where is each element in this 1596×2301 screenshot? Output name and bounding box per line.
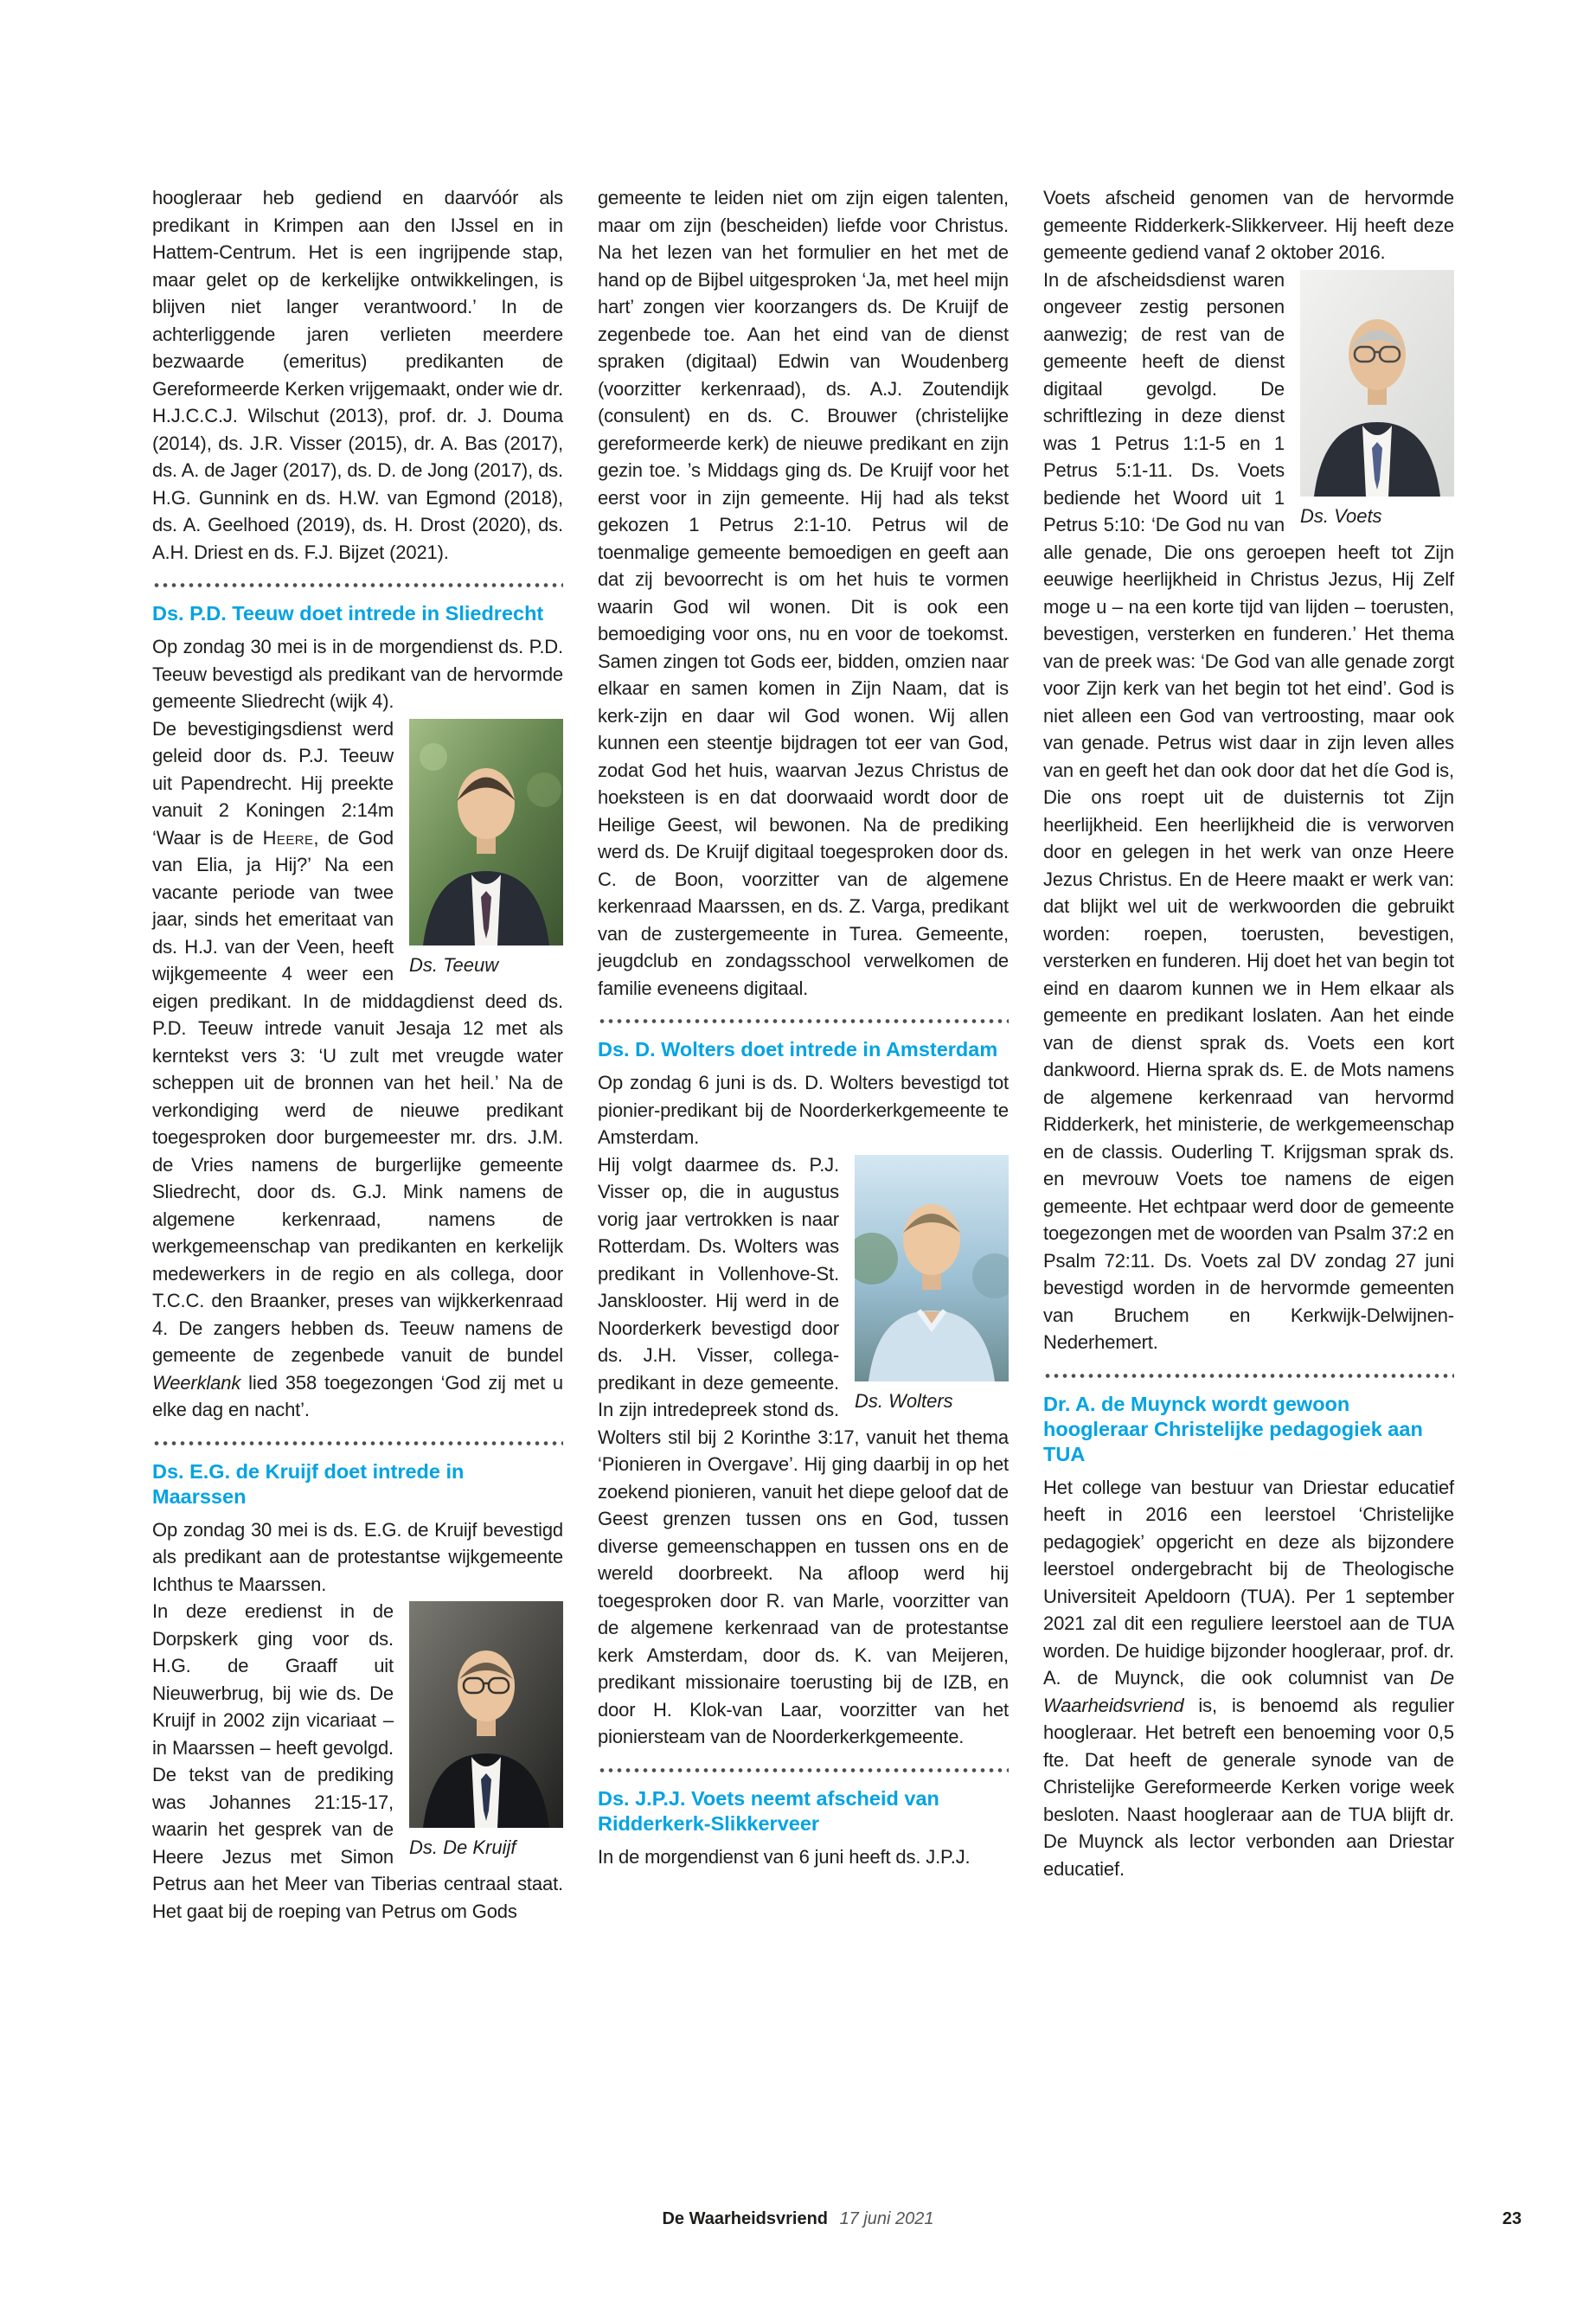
article-wolters: [598, 1037, 1009, 1751]
column-left: [152, 184, 563, 1925]
photo-caption-de-kruijf: Ds. De Kruijf: [409, 1836, 516, 1858]
de-kruijf-body-paragraph-col2: gemeente te leiden niet om zijn eigen talenten, maar om zijn (bescheiden) liefde voor Christus. Na het lezen van het formulier en het met de hand op de Bijbel uitgesproken ‘Ja, met heel mijn hart’ zongen vier koorzangers ds. De Kruijf de zegenbede toe. Aan het eind van de dienst spraken (digitaal) Edwin van Woudenberg (voorzitter kerkenraad), ds. A.J. Zoutendijk (consulent) en ds. C. Brouwer (christelijke gereformeerde kerk) de nieuwe predikant en zijn gezin toe. ’s Middags ging ds. De Kruijf voor het eerst voor in zijn gemeente. Hij had als tekst gekozen 1 Petrus 2:1-10. Petrus wil de toenmalige gemeente bemoedigen en geeft aan dat zij bevoorrecht is om het huis te vormen waarin God wil wonen. Dit is ook een bemoediging voor ons, nu en voor de toekomst. Samen zingen tot Gods eer, bidden, omzien naar elkaar en samen komen in Zijn Naam, dat is kerk-zijn en daar wil God wonen. Wij allen kunnen een steentje bijdragen tot eer van God, zodat God het huis, waarvan Jezus Christus de hoeksteen is en dat doorwaaid wordt door de Heilige Geest, wil bewonen. Na de prediking werd ds. De Kruijf digitaal toegesproken door ds. C. de Boon, voorzitter van de algemene kerkenraad Maarssen, en ds. Z. Varga, predikant van de zustergemeente in Turea. Gemeente, jeugdclub en zondagsschool verwelkomen de familie eveneens digitaal.: [598, 187, 1009, 999]
page-content: [152, 184, 1456, 1925]
wolters-body-paragraph: Hij volgt daarmee ds. P.J. Visser op, die in augustus vorig jaar vertrokken is naar Rotterdam. Ds. Wolters was predikant in Vollenhove-St. Jansklooster. Hij werd in de Noorderkerk bevestigd door ds. J.H. Visser, collega-predikant in deze gemeente. In zijn intredepreek stond ds. Wolters stil bij 2 Korinthe 3:17, vanuit het thema ‘Pionieren in Overgave’. Hij ging daarbij in op het zoekend pionieren, vanuit het diepe geloof dat de Geest grenzen tussen ons en God, tussen diverse gemeenschappen en tussen ons en de wereld doorbreekt. Na afloop werd hij toegesproken door R. van Marle, voorzitter van de algemene kerkenraad van de protestantse kerk Amsterdam, door ds. K. van Meijeren, predikant missionaire toerusting bij de IZB, en door H. Klok-van Laar, voorzitter van het pioniersteam van de Noorderkerkgemeente.: [598, 1153, 1009, 1747]
voets-intro-paragraph-col2: In de morgendienst van 6 juni heeft ds. J.P.J.: [598, 1845, 971, 1868]
de-kruijf-body-paragraph-col1: In deze eredienst in de Dorpskerk ging voor ds. H.G. de Graaff uit Nieuwerbrug, bij wie ds. De Kruijf in 2002 zijn vicariaat – in Maarssen – heeft gevolgd. De tekst van de prediking was Johannes 21:15-17, waarin het gesprek van de Heere Jezus met Simon Petrus aan het Meer van Tiberias centraal staat. Het gaat bij de roeping van Petrus om Gods: [152, 1600, 563, 1922]
column-middle: [598, 184, 1009, 1925]
continuation-paragraph: hoogleraar heb gediend en daarvóór als predikant in Krimpen aan den IJssel en in Hattem-Centrum. Het is een ingrijpende stap, maar gelet op de kerkelijke ontwikkelingen, is blijven niet langer verantwoord.’ In de achterliggende jaren verlieten meerdere bezwaarde (emeritus) predikanten de Gereformeerde Kerken vrijgemaakt, onder wie dr. H.J.C.C.J. Wilschut (2013), prof. dr. J. Douma (2014), ds. J.R. Visser (2015), dr. A. Bas (2017), ds. A. de Jager (2017), ds. D. de Jong (2017), ds. H.G. Gunnink en ds. H.W. van Egmond (2018), ds. A. Geelhoed (2019), ds. H. Drost (2020), ds. A.H. Driest en ds. F.J. Bijzet (2021).: [152, 187, 563, 563]
wolters-intro-paragraph: Op zondag 6 juni is ds. D. Wolters bevestigd tot pionier-predikant bij de Noorderkerkgemeente te Amsterdam.: [598, 1072, 1009, 1148]
voets-body-paragraph: In de afscheidsdienst waren ongeveer zestig personen aanwezig; de rest van de gemeente heeft de dienst digitaal gevolgd. De schriftlezing in deze dienst was 1 Petrus 1:1-5 en 1 Petrus 5:1-11. Ds. Voets bediende het Woord uit 1 Petrus 5:10: ‘De God nu van alle genade, Die ons geroepen heeft tot Zijn eeuwige heerlijkheid in Christus Jezus, Hij Zelf moge u – na een korte tijd van lijden – toerusten, bevestigen, versterken en funderen.’ Het thema van de preek was: ‘De God van alle genade zorgt voor Zijn kerk van het begin tot het eind’. God is niet alleen een God van vertroosting, maar ook van genade. Petrus wist daar in zijn leven alles van en geeft het dan ook door dat het díe God is, Die ons roept uit de duisternis tot Zijn heerlijkheid. Een heerlijkheid die is verworven door en gelegen in het werk van onze Heere Jezus Christus. En de Heere maakt er werk van: dat blijkt wel uit de werkwoorden die gebruikt worden: roepen, toerusten, bevestigen, versterken en funderen. Hij doet het van begin tot eind en daarom kunnen we in Hem elkaar als gemeente en predikant loslaten. Aan het einde van de dienst sprak ds. Voets een kort dankwoord. Hierna sprak ds. E. de Mots namens de algemene kerkenraad van hervormd Ridderkerk, het ministerie, de werkgemeenschap en de classis. Ouderling T. Krijgsman sprak ds. en mevrouw Voets toe namens de eigen gemeente. Het echtpaar werd door de gemeente toegezongen met de woorden van Psalm 37:2 en Psalm 72:11. Ds. Voets zal DV zondag 27 juni bevestigd worden in de hervormde gemeenten van Bruchem en Kerkwijk-Delwijnen-Nederhemert.: [1043, 268, 1454, 1353]
magazine-name: De Waarheidsvriend: [662, 2209, 828, 2228]
article-muynck: [1043, 1392, 1454, 1883]
dotted-divider: [598, 1019, 1009, 1023]
article-teeuw: [152, 601, 563, 1424]
article-voets-continued: [1043, 184, 1454, 1356]
footer-masthead: [152, 2208, 1444, 2230]
dotted-divider: [152, 583, 563, 587]
de-kruijf-intro-paragraph: Op zondag 30 mei is ds. E.G. de Kruijf bevestigd als predikant aan de protestantse wijkgemeente Ichthus te Maarssen.: [152, 1518, 563, 1595]
article-heading-voets: Ds. J.P.J. Voets neemt afscheid van Ridderkerk-Slikkerveer: [598, 1786, 939, 1835]
muynck-body-paragraph: Het college van bestuur van Driestar educatief heeft in 2016 een leerstoel ‘Christelijke pedagogiek’ opgericht en deze als bijzondere leerstoel ondergebracht bij de Theologische Universiteit Apeldoorn (TUA). Per 1 september 2021 zal dit een reguliere leerstoel aan de TUA worden. De huidige bijzonder hoogleraar, prof. dr. A. de Muynck, die ook columnist van De Waarheidsvriend is, is benoemd als regulier hoogleraar. Het betreft een benoeming voor 0,5 fte. Dat heeft de generale synode van de Christelijke Gereformeerde Kerken vorige week besloten. Naast hoogleraar aan de TUA blijft dr. De Muynck als lector verbonden aan Driestar educatief.: [1043, 1476, 1454, 1880]
dotted-divider: [598, 1768, 1009, 1772]
article-voets: [598, 1786, 1009, 1871]
photo-ds-wolters: [855, 1155, 1009, 1414]
article-heading-muynck: Dr. A. de Muynck wordt gewoon hoogleraar Christelijke pedagogiek aan TUA: [1043, 1392, 1423, 1465]
article-heading-de-kruijf: Ds. E.G. de Kruijf doet intrede in Maarssen: [152, 1459, 465, 1508]
dotted-divider: [1043, 1374, 1454, 1378]
article-heading-wolters: Ds. D. Wolters doet intrede in Amsterdam: [598, 1038, 998, 1061]
photo-caption-voets: Ds. Voets: [1300, 504, 1382, 527]
teeuw-body-paragraph: De bevestigingsdienst werd geleid door ds. P.J. Teeuw uit Papendrecht. Hij preekte vanuit 2 Koningen 2:14m ‘Waar is de Heere, de God van Elia, ja Hij?’ Na een vacante periode van twee jaar, sinds het emeritaat van ds. H.J. van der Veen, heeft wijkgemeente 4 weer een eigen predikant. In de middagdienst deed ds. P.D. Teeuw intrede vanuit Jesaja 12 met als kerntekst vers 3: ‘U zult met vreugde water scheppen uit de bronnen van het heil.’ Na de verkondiging werd de nieuwe predikant toegesproken door burgemeester mr. drs. J.M. de Vries namens de burgerlijke gemeente Sliedrecht, door ds. G.J. Mink namens de algemene kerkenraad, namens de werkgemeenschap van predikanten en kerkelijk medewerkers in de regio en als collega, door T.C.C. den Braanker, preses van wijkkerkenraad 4. De zangers hebben ds. Teeuw namens de gemeente de zegenbede vanuit de bundel Weerklank lied 358 toegezongen ‘God zij met u elke dag en nacht’.: [152, 717, 563, 1420]
portrait-photo-wolters-illustration: [855, 1155, 1009, 1381]
photo-ds-de-kruijf: [409, 1601, 563, 1861]
voets-intro-paragraph-col3: Voets afscheid genomen van de hervormde gemeente Ridderkerk-Slikkerveer. Hij heeft deze gemeente gediend vanaf 2 oktober 2016.: [1043, 187, 1454, 263]
photo-caption-teeuw: Ds. Teeuw: [409, 953, 499, 976]
page-footer: [152, 2208, 1522, 2230]
page-number: 23: [1502, 2209, 1522, 2228]
portrait-photo-voets-illustration: [1300, 270, 1454, 497]
article-heading-teeuw: Ds. P.D. Teeuw doet intrede in Sliedrecht: [152, 602, 544, 625]
portrait-photo-teeuw-illustration: [409, 719, 563, 945]
photo-caption-wolters: Ds. Wolters: [855, 1389, 953, 1412]
teeuw-intro-paragraph: Op zondag 30 mei is in de morgendienst ds. P.D. Teeuw bevestigd als predikant van de hervormde gemeente Sliedrecht (wijk 4).: [152, 636, 563, 712]
photo-ds-teeuw: [409, 719, 563, 978]
photo-ds-voets: [1300, 270, 1454, 529]
column-right: [1043, 184, 1454, 1925]
portrait-photo-de-kruijf-illustration: [409, 1601, 563, 1828]
issue-date: 17 juni 2021: [839, 2209, 934, 2228]
dotted-divider: [152, 1441, 563, 1445]
article-de-kruijf: [152, 1459, 563, 1926]
